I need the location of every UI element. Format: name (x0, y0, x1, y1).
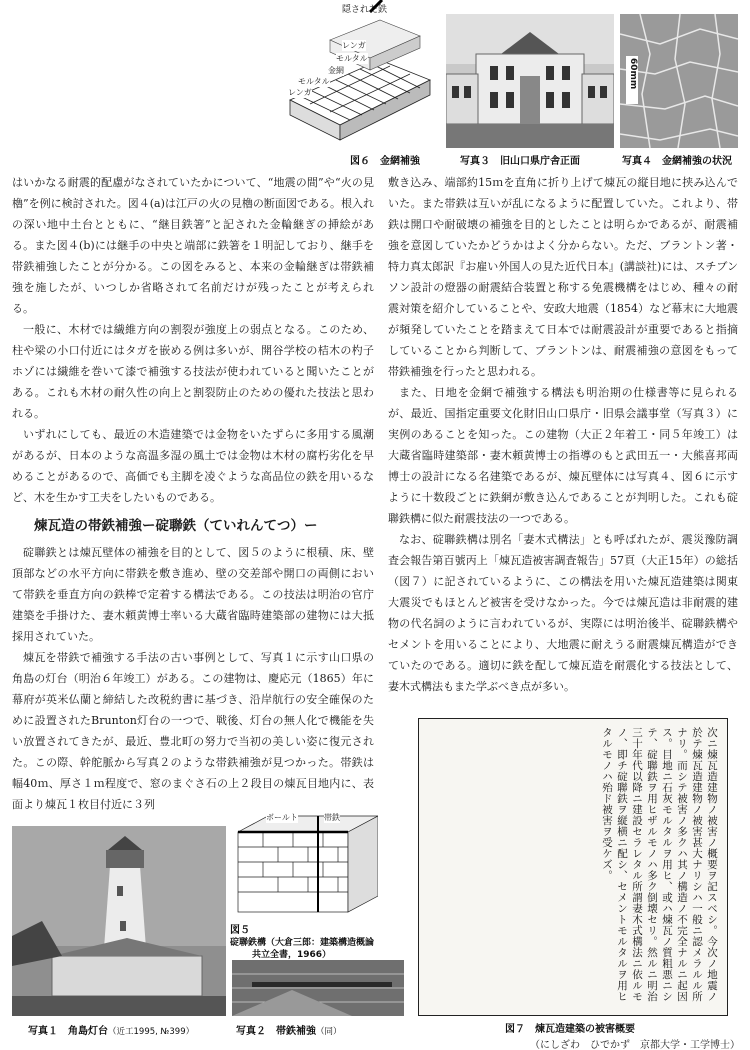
fig5-caption-source: 共立全書，1966） (252, 950, 332, 960)
fig5-label-band: 帯鉄 (324, 813, 340, 822)
fig5-label-bolt: ボールト (266, 813, 298, 822)
photo1-caption-source: （近工1995, №399） (108, 1027, 195, 1037)
photo3-building (446, 14, 614, 148)
photo2-caption-text: 写真２ 帯鉄補強 (236, 1026, 316, 1037)
fig5-caption-number: 図５ (230, 925, 250, 936)
left-paragraph-5: 煉瓦を帯鉄で補強する手法の古い事例として、写真１に示す山口県の角島の灯台（明治６年竣工）がある。この建物は、慶応元（1865）年に幕府が英米仏蘭と締結した改税約書に基づき、沿岸航行の安全確保のために設置されたBrunton灯台の一つで、戦後、灯台の無人化で機能を失い放置されてきたが、最近、豊北町の努力で当初の美しい姿に復元された。この際、幹舵脈から写真２のような帯鉄補強が見つかった。帯鉄は幅40ｍ、厚さ１ｍ程度で、窓のまぐさ石の上２段目の煉瓦目地内に、表面より煉瓦１枚目付近に３列 (12, 651, 374, 811)
photo2-caption-source: （同） (316, 1027, 342, 1037)
photo1-lighthouse (12, 826, 226, 1016)
left-text-column (12, 172, 374, 815)
photo2-band-reinforcement (232, 960, 404, 1016)
fig6-caption: 図６ 金網補強 (350, 156, 420, 167)
photo3-caption: 写真３ 旧山口県庁舎正面 (460, 156, 580, 167)
right-paragraph-1: 敷き込み、端部約15ｍを直角に折り上げて煉瓦の縦目地に挟み込んでいた。また帯鉄は互いが乱になるように配置していた。これより、帯鉄は開口や耐破壊の補強を目的としたことは明らかであるが、耐震補強を意図していたかどうかはよく分からない。ただ、ブラントン著・特力真太郎訳『お雇い外国人の見た近代日本』(講談社)には、スチブンソン設計の燈器の耐震結合装置と称する免震機構をはじめ、種々の耐震対策を紹介していることや、安政大地震（1854）など幕末に大地震が頻発していたことを踏まえて日本では耐震設計が重要であると指摘していることから判断して、ブラントンは、耐震補強の意図をもって帯鉄補強を行ったと思われる。 (388, 176, 738, 378)
fig6-illustration (270, 0, 440, 150)
left-paragraph-1: はいかなる耐震的配慮がなされていたかについて、“地震の間”や“火の見櫓”を例に検討された。図４(a)は江戸の火の見櫓の断面図である。根入れの深い地中土台とともに、“継目鉄箸”と記された金輪継ぎの挿絵がある。また図４(b)には継手の中央と端部に鉄箸を１明記しており、継手を帯鉄補強したことが分かる。この図をみると、本来の金輪継ぎは帯鉄補強を施したが、いつしか省略されて名前だけが残ったことが考えられる。 (12, 176, 374, 315)
photo4-scale: 60mm (628, 58, 638, 90)
fig6-label-brick-2: レンガ (288, 88, 312, 97)
fig5-caption (230, 925, 374, 961)
right-text-column (388, 172, 738, 697)
fig7-document (418, 718, 728, 1016)
fig5-caption-text: 碇聯鉄構（大倉三郎：建築構造概論 (230, 938, 375, 948)
photo1-caption-text: 写真１ 角島灯台 (28, 1026, 108, 1037)
author-credit: （にしざわ ひでかず 京都大学・工学博士） (530, 1040, 740, 1050)
left-paragraph-3: いずれにしても、最近の木造建築では金物をいたずらに多用する風潮があるが、日本のような高温多湿の風土では金物は木材の腐朽劣化を早めることがあるので、高価でも主脚を凌ぐような高品位の鉄を用いるなど、木を生かす工夫をしたいものである。 (12, 428, 374, 504)
fig7-caption: 図７ 煉瓦造建築の被害概要 (505, 1024, 635, 1035)
right-paragraph-3: なお、碇聯鉄構は別名「妻木式構法」とも呼ばれたが、震災豫防調査会報告第百號丙上「煉瓦造被害調査報告」57頁（大正15年）の総括（図７）に記されているように、この構法を用いた煉瓦造建築は関東大震災でもほとんど被害を受けなかった。今では煉瓦造は非耐震的建物の代名詞のように言われているが、実際には明治後半、碇聯鉄構やセメントを用いることにより、大地震に耐えうる耐震煉瓦構造ができていたのである。適切に鉄を配して煉瓦造を耐震化する技法として、妻木式構法もまた学ぶべき点が多い。 (388, 533, 738, 693)
fig6-label-brick: レンガ (342, 41, 366, 50)
photo1-caption (28, 1022, 194, 1037)
fig6-label-mortar: モルタル (336, 54, 368, 63)
left-paragraph-4: 碇聯鉄とは煉瓦壁体の補強を目的として、図５のように根積、床、壁頂部などの水平方向に帯鉄を敷き進め、壁の交差部や開口の両側において帯鉄を垂直方向の鉄棒で定着する構法である。この技法は明治の官庁建築を手掛けた、妻木頼黄博士率いる大蔵省臨時建築部の建物には大抵採用されていた。 (12, 546, 374, 643)
section-title: 煉瓦造の帯鉄補強ー碇聯鉄（ていれんてつ）ー (34, 518, 318, 534)
fig5-illustration (228, 812, 378, 924)
left-paragraph-2: 一般に、木材では繊維方向の割裂が強度上の弱点となる。このため、柱や梁の小口付近にはタガを嵌める例は多いが、開谷学校の桔木の杓子ホゾには繊維を巻いて漆で補強する技法が使われていると聞いたことがある。これも木材の耐久性の向上と割裂防止のための優れた技法と思われる。 (12, 323, 374, 420)
photo4-mesh (620, 14, 738, 148)
fig6-label-mortar-2: モルタル (298, 77, 330, 86)
fig6-top-label: 隠された鉄 (342, 5, 388, 15)
photo2-caption (236, 1022, 342, 1037)
fig6-label-mesh: 金網 (328, 66, 344, 75)
right-paragraph-2: また、日地を金網で補強する構法も明治期の仕様書等に見られるが、最近、国指定重要文化財旧山口県庁・旧県会議事堂（写真３）に実例のあることを知った。この建物（大正２年着工・同５年竣工）は大蔵省臨時建築部・妻木頼黄博士の指導のもと武田五一・大熊喜邦両博士の設計になる名建築であるが、煉瓦壁体には写真４、図６に示すように十数段ごとに鉄網が敷き込んであることが判明した。これも碇聯鉄構に似た耐震技法の一つである。 (388, 386, 738, 525)
fig7-text: 次ニ煉瓦造建物ノ被害ノ概要ヲ記スベシ。今次ノ地震ノ於テ煉瓦造建物ノ被害甚大ナリシハ一般ニ認メラルル所ナリ。而シテ被害ノ多クハ其ノ構造ノ不完全ナルニ起因ス。目地ニ石灰モルタルヲ用ヒ、或ハ煉瓦ノ質粗悪ニシテ、碇聯鉄ヲ用ヒザルモノハ多ク倒壊セリ。然ルニ明治三十年代以降ニ建設セラレタル所謂妻木式構法ニ依ルモノ、即チ碇聯鉄ヲ縦横ニ配シ、セメントモルタルヲ用ヒタルモノハ殆ド被害ヲ受ケズ。 (601, 727, 718, 1002)
photo4-caption: 写真４ 金網補強の状況 (622, 156, 732, 167)
